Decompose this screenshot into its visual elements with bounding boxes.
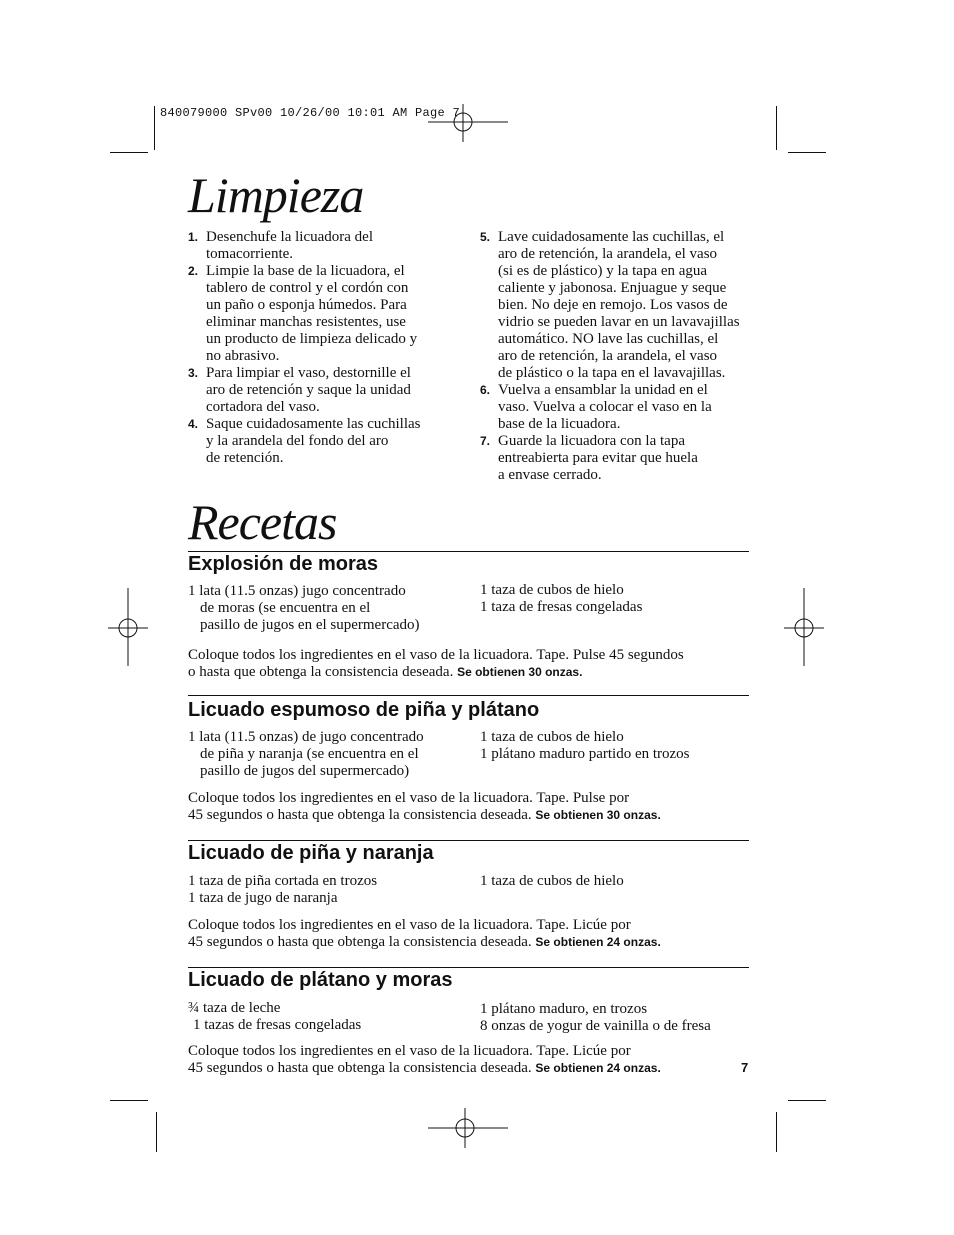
cleaning-step: 2. Limpie la base de la licuadora, el tablero de control y el cordón con un paño o esponja húmedos. Para eliminar manchas resistentes, use un producto de limpieza delicado y no abrasivo. [188, 263, 418, 364]
recipe-ingredients-right: 1 plátano maduro, en trozos 8 onzas de yogur de vainilla o de fresa [480, 1001, 711, 1034]
cleaning-step: 6. Vuelva a ensamblar la unidad en el vaso. Vuelva a colocar el vaso en la base de la licuadora. [480, 382, 712, 432]
recipe-instructions: Coloque todos los ingredientes en el vaso de la licuadora. Tape. Pulse por 45 segundos o hasta que obtenga la consistencia deseada. Se obtienen 30 onzas. [188, 790, 661, 823]
cleaning-step: 5. Lave cuidadosamente las cuchillas, el aro de retención, la arandela, el vaso (si es de plástico) y la tapa en agua caliente y jabonosa. Enjuague y seque bien. No deje en remojo. Los vasos de vidrio se pueden lavar en un lavavajillas automático. NO lave las cuchillas, el aro de retención, la arandela, el vaso de plástico o la tapa en el lavavajillas. [480, 229, 740, 381]
recipe-yield: Se obtienen 24 onzas. [535, 1061, 661, 1075]
registration-mark-icon [428, 1106, 508, 1150]
recipe-title: Licuado de piña y naranja [188, 842, 434, 864]
recipe-ingredients-right: 1 taza de cubos de hielo [480, 873, 624, 889]
recipe-ingredients-left: ¾ taza de leche 1 tazas de fresas congeladas [188, 1000, 362, 1033]
recipes-title: Recetas [188, 494, 337, 550]
recipe-ingredients-left: 1 lata (11.5 onzas) de jugo concentrado de piña y naranja (se encuentra en el pasillo de jugos del supermercado) [188, 729, 424, 779]
section-rule [188, 551, 749, 552]
recipe-yield: Se obtienen 30 onzas. [535, 808, 661, 822]
recipe-title: Licuado de plátano y moras [188, 969, 453, 991]
registration-mark-icon [782, 588, 826, 668]
print-slug: 840079000 SPv00 10/26/00 10:01 AM Page 7 [160, 106, 461, 120]
recipe-ingredients-right: 1 taza de cubos de hielo 1 taza de fresas congeladas [480, 582, 643, 615]
cleaning-step: 4. Saque cuidadosamente las cuchillas y la arandela del fondo del aro de retención. [188, 416, 421, 466]
cleaning-column-right [480, 229, 770, 484]
section-rule [188, 967, 749, 968]
cleaning-title: Limpieza [188, 167, 364, 223]
cleaning-step: 3. Para limpiar el vaso, destornille el aro de retención y saque la unidad cortadora del vaso. [188, 365, 411, 415]
recipe-yield: Se obtienen 24 onzas. [535, 935, 661, 949]
cleaning-step: 1. Desenchufe la licuadora del tomacorriente. [188, 229, 373, 262]
recipe-ingredients-right: 1 taza de cubos de hielo 1 plátano maduro partido en trozos [480, 729, 690, 762]
recipe-instructions: Coloque todos los ingredientes en el vaso de la licuadora. Tape. Licúe por 45 segundos o hasta que obtenga la consistencia deseada. Se obtienen 24 onzas. [188, 1043, 661, 1076]
recipe-title: Explosión de moras [188, 553, 379, 575]
recipe-ingredients-left: 1 taza de piña cortada en trozos 1 taza de jugo de naranja [188, 873, 378, 906]
recipe-instructions: Coloque todos los ingredientes en el vaso de la licuadora. Tape. Pulse 45 segundos o hasta que obtenga la consistencia deseada. Se obtienen 30 onzas. [188, 647, 684, 680]
recipe-yield: Se obtienen 30 onzas. [457, 665, 583, 679]
section-rule [188, 840, 749, 841]
cleaning-column-left [188, 229, 468, 467]
page-number: 7 [741, 1060, 749, 1075]
recipe-instructions: Coloque todos los ingredientes en el vaso de la licuadora. Tape. Licúe por 45 segundos o hasta que obtenga la consistencia deseada. Se obtienen 24 onzas. [188, 917, 661, 950]
section-rule [188, 695, 749, 696]
recipe-title: Licuado espumoso de piña y plátano [188, 699, 540, 721]
cleaning-step: 7. Guarde la licuadora con la tapa entreabierta para evitar que huela a envase cerrado. [480, 433, 698, 483]
recipe-ingredients-left: 1 lata (11.5 onzas) jugo concentrado de moras (se encuentra en el pasillo de jugos en el supermercado) [188, 583, 420, 633]
registration-mark-icon [106, 588, 150, 668]
